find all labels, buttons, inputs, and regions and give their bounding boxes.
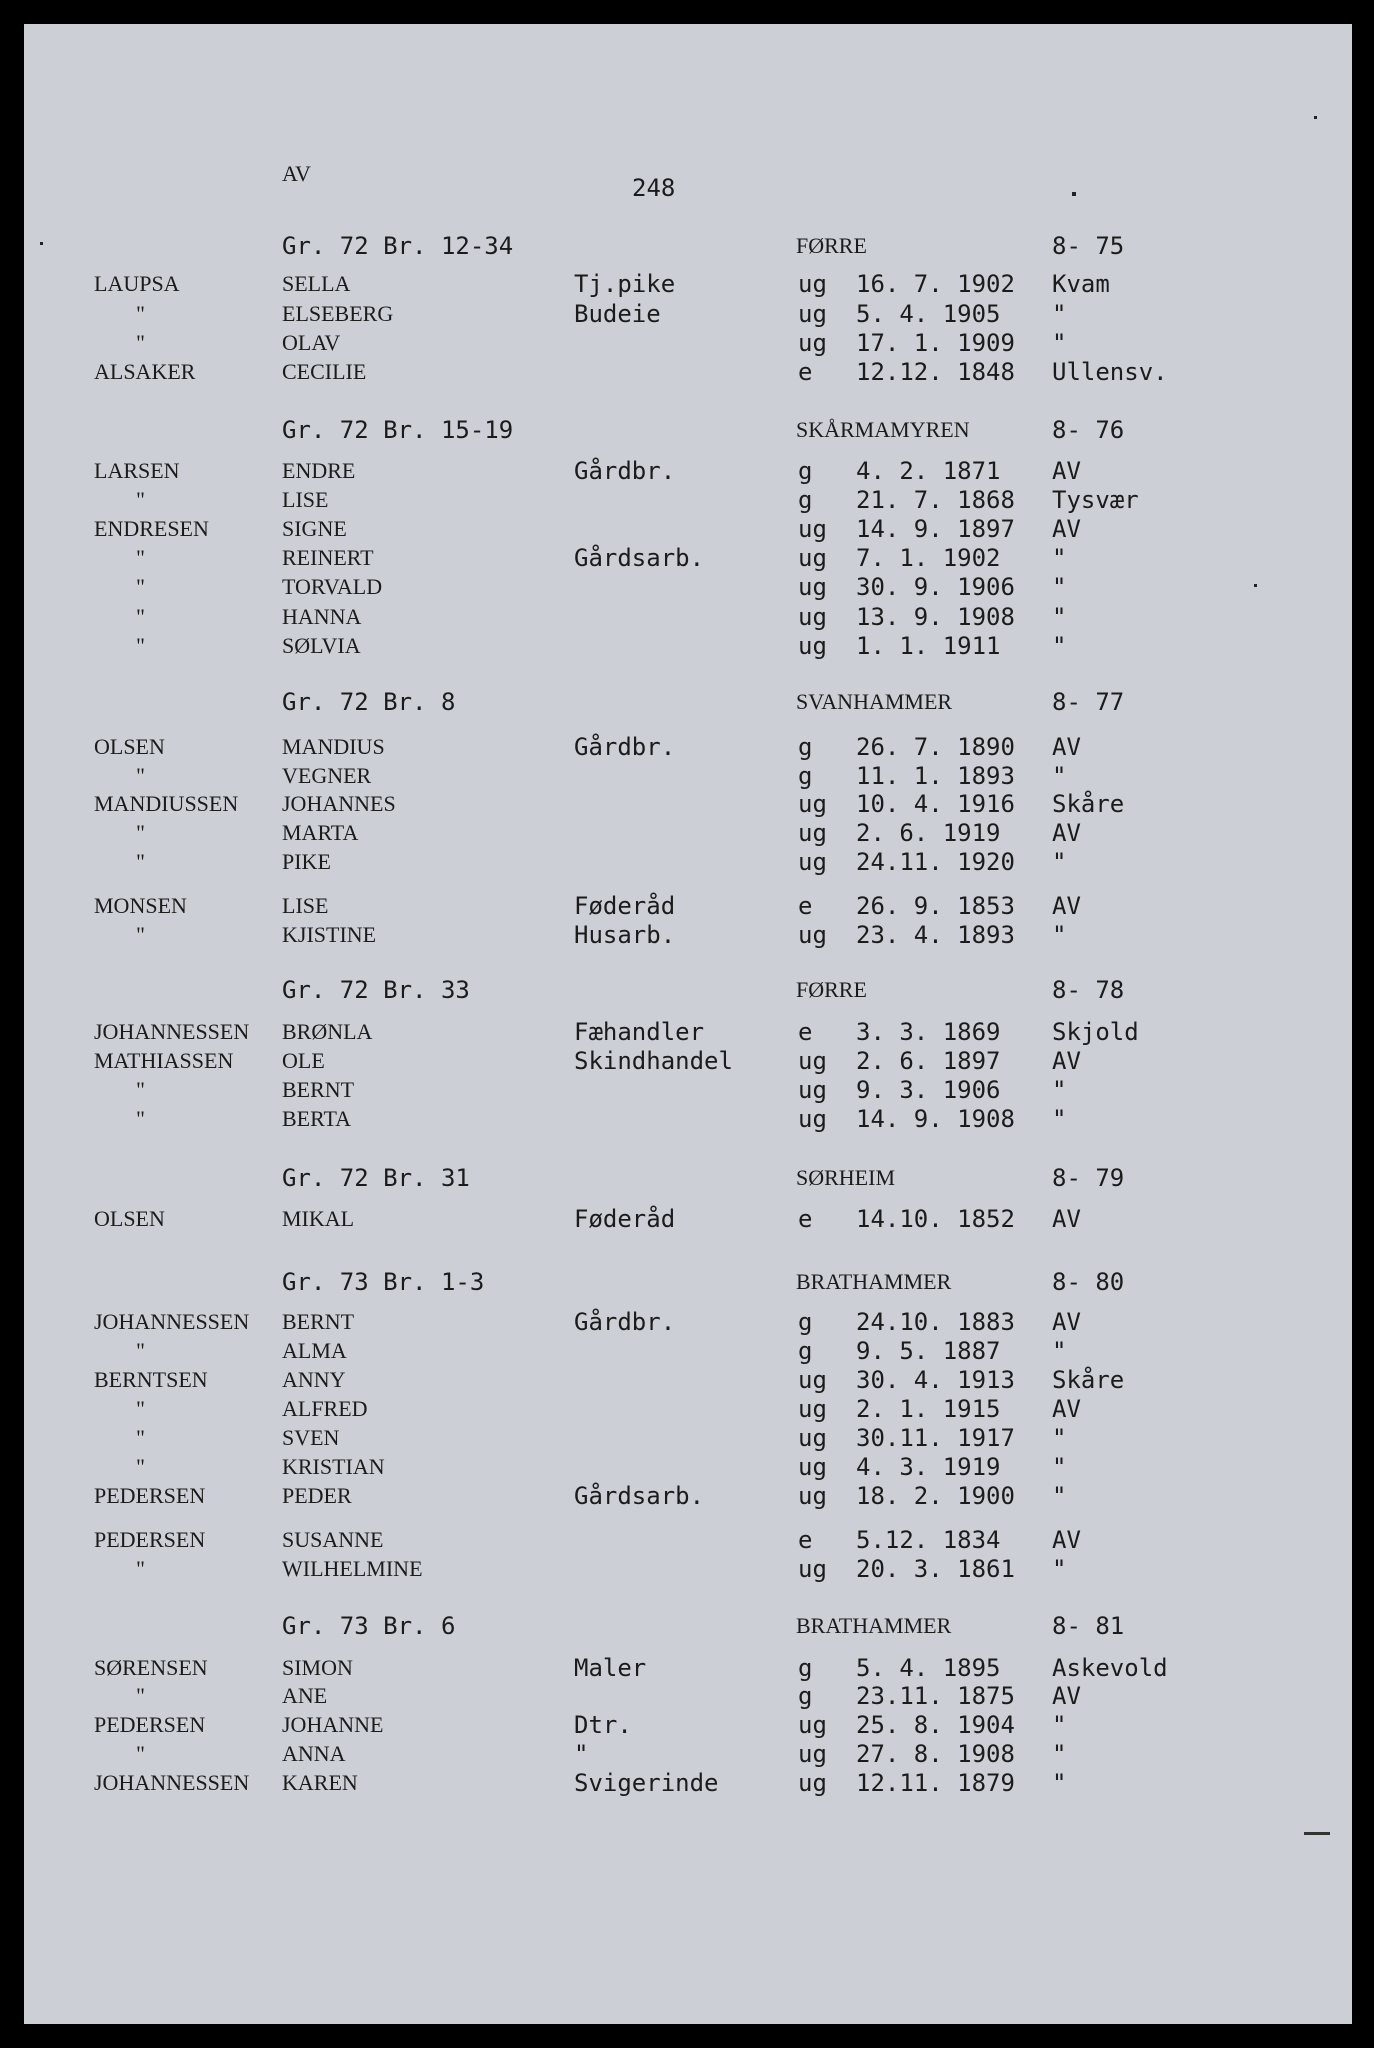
entry-marital-status: ug — [798, 632, 827, 660]
entry-birthplace: AV — [1052, 819, 1081, 847]
section-farm: BRATHAMMER — [796, 1613, 952, 1638]
entry-birthplace: AV — [1052, 1395, 1081, 1423]
entry-marital-status: ug — [798, 819, 827, 847]
entry-surname: " — [136, 1077, 145, 1102]
section-group: Gr. 72 Br. 8 — [282, 688, 456, 716]
entry-marital-status: e — [798, 1526, 813, 1554]
section-code: 8- 76 — [1052, 416, 1125, 444]
entry-birthplace: " — [1052, 1740, 1067, 1768]
entry-occupation: Tj.pike — [574, 270, 676, 298]
entry-surname: JOHANNESSEN — [94, 1019, 250, 1044]
entry-birthplace: " — [1052, 632, 1067, 660]
entry-birth-date: 1. 1. 1911 — [856, 632, 1001, 660]
entry-surname: PEDERSEN — [94, 1483, 206, 1508]
section-farm: FØRRE — [796, 233, 867, 258]
entry-birthplace: AV — [1052, 515, 1081, 543]
entry-surname: " — [136, 545, 145, 570]
entry-marital-status: e — [798, 1018, 813, 1046]
entry-birthplace: AV — [1052, 1308, 1081, 1336]
entry-marital-status: ug — [798, 1453, 827, 1481]
entry-birth-date: 2. 6. 1897 — [856, 1047, 1001, 1075]
entry-surname: " — [136, 820, 145, 845]
entry-marital-status: ug — [798, 848, 827, 876]
section-group: Gr. 73 Br. 6 — [282, 1612, 456, 1640]
entry-birth-date: 24.10. 1883 — [856, 1308, 1015, 1336]
register-label: AV — [282, 161, 311, 186]
entry-surname: " — [136, 763, 145, 788]
entry-surname: " — [136, 301, 145, 326]
entry-given-name: BERNT — [282, 1077, 355, 1102]
entry-given-name: JOHANNES — [282, 791, 396, 816]
entry-birth-date: 7. 1. 1902 — [856, 544, 1001, 572]
entry-birthplace: Tysvær — [1052, 486, 1139, 514]
entry-occupation: Fæhandler — [574, 1018, 705, 1046]
entry-birthplace: " — [1052, 329, 1067, 357]
document-page — [24, 24, 1352, 2024]
entry-given-name: SVEN — [282, 1425, 340, 1450]
entry-marital-status: ug — [798, 515, 827, 543]
entry-birth-date: 16. 7. 1902 — [856, 270, 1015, 298]
section-group: Gr. 72 Br. 15-19 — [282, 416, 514, 444]
entry-marital-status: ug — [798, 573, 827, 601]
entry-marital-status: g — [798, 733, 813, 761]
entry-birthplace: " — [1052, 1105, 1067, 1133]
entry-surname: " — [136, 330, 145, 355]
entry-birth-date: 26. 7. 1890 — [856, 733, 1015, 761]
entry-birth-date: 3. 3. 1869 — [856, 1018, 1001, 1046]
entry-birthplace: " — [1052, 762, 1067, 790]
entry-birthplace: " — [1052, 1076, 1067, 1104]
entry-given-name: KAREN — [282, 1770, 358, 1795]
entry-surname: LARSEN — [94, 458, 180, 483]
entry-birth-date: 5. 4. 1895 — [856, 1654, 1001, 1682]
entry-birthplace: " — [1052, 1711, 1067, 1739]
section-group: Gr. 72 Br. 12-34 — [282, 232, 514, 260]
entry-birth-date: 21. 7. 1868 — [856, 486, 1015, 514]
entry-birth-date: 30. 4. 1913 — [856, 1366, 1015, 1394]
section-farm: BRATHAMMER — [796, 1269, 952, 1294]
entry-marital-status: ug — [798, 790, 827, 818]
entry-birthplace: " — [1052, 544, 1067, 572]
entry-marital-status: ug — [798, 603, 827, 631]
entry-marital-status: ug — [798, 300, 827, 328]
entry-surname: " — [136, 487, 145, 512]
entry-birthplace: " — [1052, 573, 1067, 601]
entry-surname: " — [136, 1741, 145, 1766]
entry-given-name: ALMA — [282, 1338, 347, 1363]
entry-given-name: VEGNER — [282, 763, 372, 788]
entry-marital-status: g — [798, 457, 813, 485]
entry-marital-status: g — [798, 486, 813, 514]
entry-birthplace: Kvam — [1052, 270, 1110, 298]
entry-given-name: SIGNE — [282, 516, 347, 541]
section-code: 8- 79 — [1052, 1164, 1125, 1192]
entry-given-name: SELLA — [282, 271, 351, 296]
entry-given-name: PEDER — [282, 1483, 352, 1508]
entry-marital-status: ug — [798, 1555, 827, 1583]
entry-birthplace: Ullensv. — [1052, 358, 1168, 386]
entry-birth-date: 25. 8. 1904 — [856, 1711, 1015, 1739]
entry-surname: " — [136, 1683, 145, 1708]
entry-given-name: ELSEBERG — [282, 301, 394, 326]
entry-marital-status: ug — [798, 1366, 827, 1394]
entry-given-name: WILHELMINE — [282, 1556, 423, 1581]
entry-marital-status: ug — [798, 270, 827, 298]
entry-given-name: LISE — [282, 893, 329, 918]
entry-birth-date: 17. 1. 1909 — [856, 329, 1015, 357]
entry-marital-status: g — [798, 1654, 813, 1682]
entry-occupation: Gårdsarb. — [574, 1482, 705, 1510]
entry-birth-date: 12.12. 1848 — [856, 358, 1015, 386]
entry-birth-date: 4. 2. 1871 — [856, 457, 1001, 485]
scan-speck — [1072, 192, 1076, 196]
entry-birthplace: AV — [1052, 457, 1081, 485]
entry-given-name: OLE — [282, 1048, 325, 1073]
entry-marital-status: e — [798, 1205, 813, 1233]
entry-birthplace: " — [1052, 1424, 1067, 1452]
entry-occupation: Gårdbr. — [574, 457, 676, 485]
entry-surname: JOHANNESSEN — [94, 1309, 250, 1334]
entry-marital-status: ug — [798, 1395, 827, 1423]
entry-surname: MANDIUSSEN — [94, 791, 239, 816]
entry-birth-date: 9. 3. 1906 — [856, 1076, 1001, 1104]
entry-given-name: SØLVIA — [282, 633, 361, 658]
entry-given-name: BRØNLA — [282, 1019, 373, 1044]
entry-given-name: REINERT — [282, 545, 374, 570]
entry-birth-date: 5. 4. 1905 — [856, 300, 1001, 328]
section-farm: SKÅRMAMYREN — [796, 417, 970, 442]
entry-given-name: SUSANNE — [282, 1527, 384, 1552]
entry-surname: " — [136, 574, 145, 599]
scan-speck — [1314, 116, 1317, 119]
entry-occupation: Føderåd — [574, 1205, 676, 1233]
entry-marital-status: ug — [798, 1424, 827, 1452]
section-code: 8- 81 — [1052, 1612, 1125, 1640]
entry-surname: " — [136, 1556, 145, 1581]
entry-marital-status: ug — [798, 1711, 827, 1739]
entry-birth-date: 4. 3. 1919 — [856, 1453, 1001, 1481]
entry-given-name: JOHANNE — [282, 1712, 384, 1737]
entry-birthplace: Askevold — [1052, 1654, 1168, 1682]
entry-surname: PEDERSEN — [94, 1712, 206, 1737]
entry-occupation: Føderåd — [574, 892, 676, 920]
entry-given-name: CECILIE — [282, 359, 367, 384]
entry-occupation: Maler — [574, 1654, 647, 1682]
entry-given-name: LISE — [282, 487, 329, 512]
entry-surname: ALSAKER — [94, 359, 196, 384]
entry-birth-date: 14. 9. 1908 — [856, 1105, 1015, 1133]
entry-birth-date: 11. 1. 1893 — [856, 762, 1015, 790]
entry-marital-status: ug — [798, 1769, 827, 1797]
entry-marital-status: ug — [798, 921, 827, 949]
entry-given-name: OLAV — [282, 330, 341, 355]
section-code: 8- 77 — [1052, 688, 1125, 716]
entry-birthplace: AV — [1052, 892, 1081, 920]
entry-surname: " — [136, 1338, 145, 1363]
entry-birthplace: " — [1052, 1482, 1067, 1510]
entry-birth-date: 18. 2. 1900 — [856, 1482, 1015, 1510]
entry-surname: " — [136, 922, 145, 947]
entry-birth-date: 12.11. 1879 — [856, 1769, 1015, 1797]
entry-birth-date: 30.11. 1917 — [856, 1424, 1015, 1452]
entry-given-name: KRISTIAN — [282, 1454, 385, 1479]
entry-marital-status: ug — [798, 1105, 827, 1133]
section-code: 8- 75 — [1052, 232, 1125, 260]
entry-marital-status: g — [798, 1337, 813, 1365]
section-code: 8- 80 — [1052, 1268, 1125, 1296]
entry-given-name: MANDIUS — [282, 734, 385, 759]
entry-given-name: SIMON — [282, 1655, 353, 1680]
entry-birthplace: AV — [1052, 1682, 1081, 1710]
entry-occupation: Gårdbr. — [574, 1308, 676, 1336]
entry-birthplace: " — [1052, 1337, 1067, 1365]
page-number: 248 — [632, 174, 676, 202]
entry-surname: JOHANNESSEN — [94, 1770, 250, 1795]
entry-marital-status: ug — [798, 1076, 827, 1104]
section-group: Gr. 72 Br. 31 — [282, 1164, 470, 1192]
entry-surname: SØRENSEN — [94, 1655, 208, 1680]
entry-given-name: BERNT — [282, 1309, 355, 1334]
entry-surname: PEDERSEN — [94, 1527, 206, 1552]
entry-occupation: Gårdbr. — [574, 733, 676, 761]
entry-birthplace: " — [1052, 300, 1067, 328]
scan-speck — [1254, 584, 1257, 587]
entry-birthplace: " — [1052, 848, 1067, 876]
entry-birth-date: 24.11. 1920 — [856, 848, 1015, 876]
entry-surname: " — [136, 1396, 145, 1421]
entry-surname: ENDRESEN — [94, 516, 209, 541]
entry-given-name: ANNY — [282, 1367, 346, 1392]
bleed-through-marks — [1304, 1832, 1330, 1835]
entry-given-name: HANNA — [282, 604, 362, 629]
entry-marital-status: e — [798, 358, 813, 386]
entry-birth-date: 27. 8. 1908 — [856, 1740, 1015, 1768]
entry-marital-status: ug — [798, 1482, 827, 1510]
entry-marital-status: g — [798, 1682, 813, 1710]
entry-surname: " — [136, 1454, 145, 1479]
entry-birthplace: AV — [1052, 1205, 1081, 1233]
entry-given-name: ANNA — [282, 1741, 346, 1766]
entry-birth-date: 23. 4. 1893 — [856, 921, 1015, 949]
section-farm: SVANHAMMER — [796, 689, 953, 714]
entry-surname: " — [136, 633, 145, 658]
entry-given-name: ALFRED — [282, 1396, 368, 1421]
entry-surname: MATHIASSEN — [94, 1048, 234, 1073]
entry-given-name: TORVALD — [282, 574, 383, 599]
entry-occupation: " — [574, 1740, 589, 1768]
entry-surname: " — [136, 849, 145, 874]
entry-marital-status: g — [798, 1308, 813, 1336]
section-group: Gr. 73 Br. 1-3 — [282, 1268, 485, 1296]
entry-surname: MONSEN — [94, 893, 187, 918]
entry-birthplace: Skåre — [1052, 790, 1125, 818]
entry-surname: " — [136, 604, 145, 629]
entry-birth-date: 26. 9. 1853 — [856, 892, 1015, 920]
entry-marital-status: ug — [798, 329, 827, 357]
entry-surname: OLSEN — [94, 1206, 165, 1231]
entry-birth-date: 30. 9. 1906 — [856, 573, 1015, 601]
entry-given-name: MIKAL — [282, 1206, 355, 1231]
entry-birthplace: AV — [1052, 733, 1081, 761]
entry-birth-date: 5.12. 1834 — [856, 1526, 1001, 1554]
entry-marital-status: ug — [798, 544, 827, 572]
entry-given-name: PIKE — [282, 849, 331, 874]
entry-given-name: MARTA — [282, 820, 359, 845]
entry-occupation: Husarb. — [574, 921, 676, 949]
entry-occupation: Budeie — [574, 300, 661, 328]
entry-birthplace: " — [1052, 1769, 1067, 1797]
entry-given-name: BERTA — [282, 1106, 352, 1131]
entry-occupation: Dtr. — [574, 1711, 632, 1739]
entry-birth-date: 14. 9. 1897 — [856, 515, 1015, 543]
entry-birthplace: AV — [1052, 1526, 1081, 1554]
entry-birthplace: Skjold — [1052, 1018, 1139, 1046]
section-farm: FØRRE — [796, 977, 867, 1002]
entry-given-name: KJISTINE — [282, 922, 377, 947]
entry-birth-date: 20. 3. 1861 — [856, 1555, 1015, 1583]
entry-birthplace: Skåre — [1052, 1366, 1125, 1394]
scan-speck — [40, 242, 43, 245]
section-group: Gr. 72 Br. 33 — [282, 976, 470, 1004]
entry-surname: BERNTSEN — [94, 1367, 208, 1392]
entry-birthplace: AV — [1052, 1047, 1081, 1075]
entry-birth-date: 9. 5. 1887 — [856, 1337, 1001, 1365]
entry-birth-date: 2. 6. 1919 — [856, 819, 1001, 847]
entry-given-name: ENDRE — [282, 458, 356, 483]
entry-birthplace: " — [1052, 921, 1067, 949]
entry-occupation: Svigerinde — [574, 1769, 719, 1797]
entry-marital-status: g — [798, 762, 813, 790]
entry-occupation: Skindhandel — [574, 1047, 733, 1075]
entry-marital-status: e — [798, 892, 813, 920]
entry-birth-date: 13. 9. 1908 — [856, 603, 1015, 631]
section-code: 8- 78 — [1052, 976, 1125, 1004]
entry-birth-date: 14.10. 1852 — [856, 1205, 1015, 1233]
entry-surname: " — [136, 1425, 145, 1450]
entry-birth-date: 23.11. 1875 — [856, 1682, 1015, 1710]
entry-birth-date: 2. 1. 1915 — [856, 1395, 1001, 1423]
entry-surname: LAUPSA — [94, 271, 180, 296]
section-farm: SØRHEIM — [796, 1165, 896, 1190]
entry-birth-date: 10. 4. 1916 — [856, 790, 1015, 818]
entry-birthplace: " — [1052, 1555, 1067, 1583]
entry-surname: " — [136, 1106, 145, 1131]
entry-marital-status: ug — [798, 1740, 827, 1768]
entry-marital-status: ug — [798, 1047, 827, 1075]
entry-birthplace: " — [1052, 603, 1067, 631]
entry-surname: OLSEN — [94, 734, 165, 759]
entry-birthplace: " — [1052, 1453, 1067, 1481]
entry-occupation: Gårdsarb. — [574, 544, 705, 572]
entry-given-name: ANE — [282, 1683, 328, 1708]
